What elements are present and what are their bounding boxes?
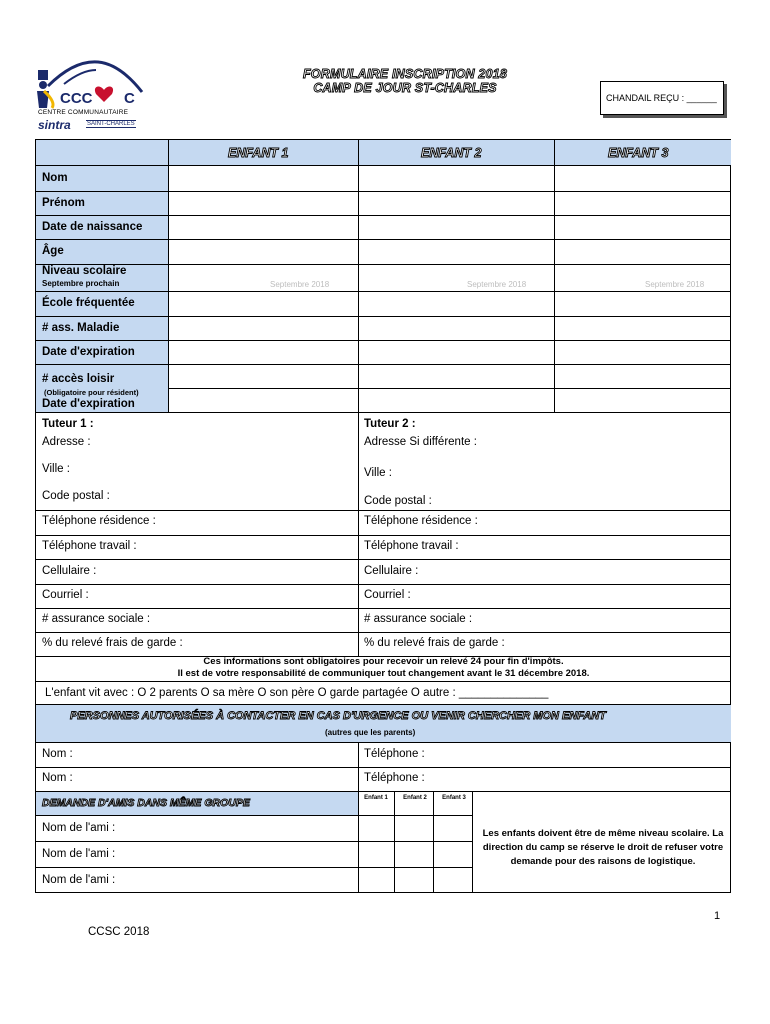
tuteur-1-code-postal[interactable]: Code postal :: [42, 490, 110, 502]
tuteur-2-assurance-sociale[interactable]: # assurance sociale :: [364, 613, 473, 625]
logo-sub: SAINT-CHARLES: [87, 121, 135, 127]
tuteur-1-releve-frais[interactable]: % du relevé frais de garde :: [42, 637, 183, 649]
amis-header: DEMANDE D'AMIS DANS MÊME GROUPE: [42, 797, 250, 809]
tuteur-1-courriel[interactable]: Courriel :: [42, 589, 89, 601]
amis-col-enfant-3: Enfant 3: [442, 795, 466, 801]
label-age: Âge: [42, 245, 64, 257]
hint-septembre-3: Septembre 2018: [645, 280, 705, 289]
page-number: 1: [714, 910, 721, 922]
label-ass-maladie: # ass. Maladie: [42, 322, 120, 334]
label-nom: Nom: [42, 172, 68, 184]
logo-c: C: [124, 90, 135, 107]
urgence-telephone-1[interactable]: Téléphone :: [364, 748, 425, 760]
tuteur-2-tel-residence[interactable]: Téléphone résidence :: [364, 515, 478, 527]
enfant-2-fields[interactable]: [359, 166, 554, 412]
urgence-nom-2[interactable]: Nom :: [42, 772, 73, 784]
ami-nom-3[interactable]: Nom de l'ami :: [42, 874, 116, 886]
tuteur-2-adresse[interactable]: Adresse Si différente :: [364, 436, 477, 448]
notice-text: [36, 656, 731, 680]
label-acces-loisir: # accès loisir: [42, 373, 115, 385]
tuteur-1-cellulaire[interactable]: Cellulaire :: [42, 565, 97, 577]
label-ecole: École fréquentée: [42, 297, 135, 309]
tuteur-1-adresse[interactable]: Adresse :: [42, 436, 91, 448]
tuteur-1-assurance-sociale[interactable]: # assurance sociale :: [42, 613, 151, 625]
label-date-expiration-2: Date d'expiration: [42, 398, 135, 410]
label-niveau-sub: Septembre prochain: [42, 279, 120, 288]
tuteur-1-tel-residence[interactable]: Téléphone résidence :: [42, 515, 156, 527]
amis-col-enfant-2: Enfant 2: [403, 795, 427, 801]
title-line1: FORMULAIRE INSCRIPTION 2018: [302, 67, 508, 81]
hint-septembre-2: Septembre 2018: [467, 280, 527, 289]
logo-ccc: CCC: [60, 90, 93, 107]
tuteur-1-tel-travail[interactable]: Téléphone travail :: [42, 540, 137, 552]
tuteur-1-header: Tuteur 1 :: [42, 418, 94, 430]
enfant-vit-avec[interactable]: L'enfant vit avec : O 2 parents O sa mère O son père O garde partagée O autre : ______________: [45, 687, 549, 699]
tuteur-2-tel-travail[interactable]: Téléphone travail :: [364, 540, 459, 552]
tuteur-2-header: Tuteur 2 :: [364, 418, 416, 430]
form-title: [250, 67, 560, 95]
footer-text: CCSC 2018: [88, 926, 150, 938]
enfant-1-fields[interactable]: [169, 166, 358, 412]
enfant-3-fields[interactable]: [555, 166, 731, 412]
label-niveau-scolaire: Niveau scolaire: [42, 265, 127, 277]
enfant-1-header: ENFANT 1: [228, 146, 289, 160]
tuteur-2-ville[interactable]: Ville :: [364, 467, 392, 479]
label-date-expiration-1: Date d'expiration: [42, 346, 135, 358]
logo-centre-text: CENTRE COMMUNAUTAIRE: [38, 109, 129, 116]
enfant-3-header: ENFANT 3: [608, 146, 669, 160]
ami-nom-1[interactable]: Nom de l'ami :: [42, 822, 116, 834]
tuteur-2-releve-frais[interactable]: % du relevé frais de garde :: [364, 637, 505, 649]
urgence-telephone-2[interactable]: Téléphone :: [364, 772, 425, 784]
hint-septembre-1: Septembre 2018: [270, 280, 330, 289]
logo-brand: sintra: [38, 118, 71, 132]
enfant-2-header: ENFANT 2: [421, 146, 482, 160]
logo: [34, 58, 146, 132]
label-prenom: Prénom: [42, 197, 85, 209]
tuteur-1-ville[interactable]: Ville :: [42, 463, 70, 475]
notice-line2: Il est de votre responsabilité de communiquer tout changement avant le 31 décembre 2018.: [177, 668, 590, 679]
chandail-recu-box[interactable]: CHANDAIL REÇU : ______: [600, 81, 724, 115]
tuteur-2-cellulaire[interactable]: Cellulaire :: [364, 565, 419, 577]
label-acces-sub: (Obligatoire pour résident): [44, 388, 139, 397]
amis-col-enfant-1: Enfant 1: [364, 795, 388, 801]
form-table: [35, 139, 731, 893]
notice-line1: Ces informations sont obligatoires pour recevoir un relevé 24 pour fin d'impôts.: [203, 656, 564, 667]
label-date-naissance: Date de naissance: [42, 221, 143, 233]
urgence-nom-1[interactable]: Nom :: [42, 748, 73, 760]
urgence-header: PERSONNES AUTORISÉES À CONTACTER EN CAS D'URGENCE OU VENIR CHERCHER MON ENFANT: [70, 710, 606, 722]
ami-nom-2[interactable]: Nom de l'ami :: [42, 848, 116, 860]
title-line2: CAMP DE JOUR ST-CHARLES: [313, 81, 497, 95]
amis-note: Les enfants doivent être de même niveau scolaire. La direction du camp se réserve le droit de refuser votre demande pour des raisons de logistique.: [482, 828, 724, 867]
tuteur-2-code-postal[interactable]: Code postal :: [364, 495, 432, 507]
tuteur-2-courriel[interactable]: Courriel :: [364, 589, 411, 601]
urgence-subheader: (autres que les parents): [325, 728, 416, 737]
